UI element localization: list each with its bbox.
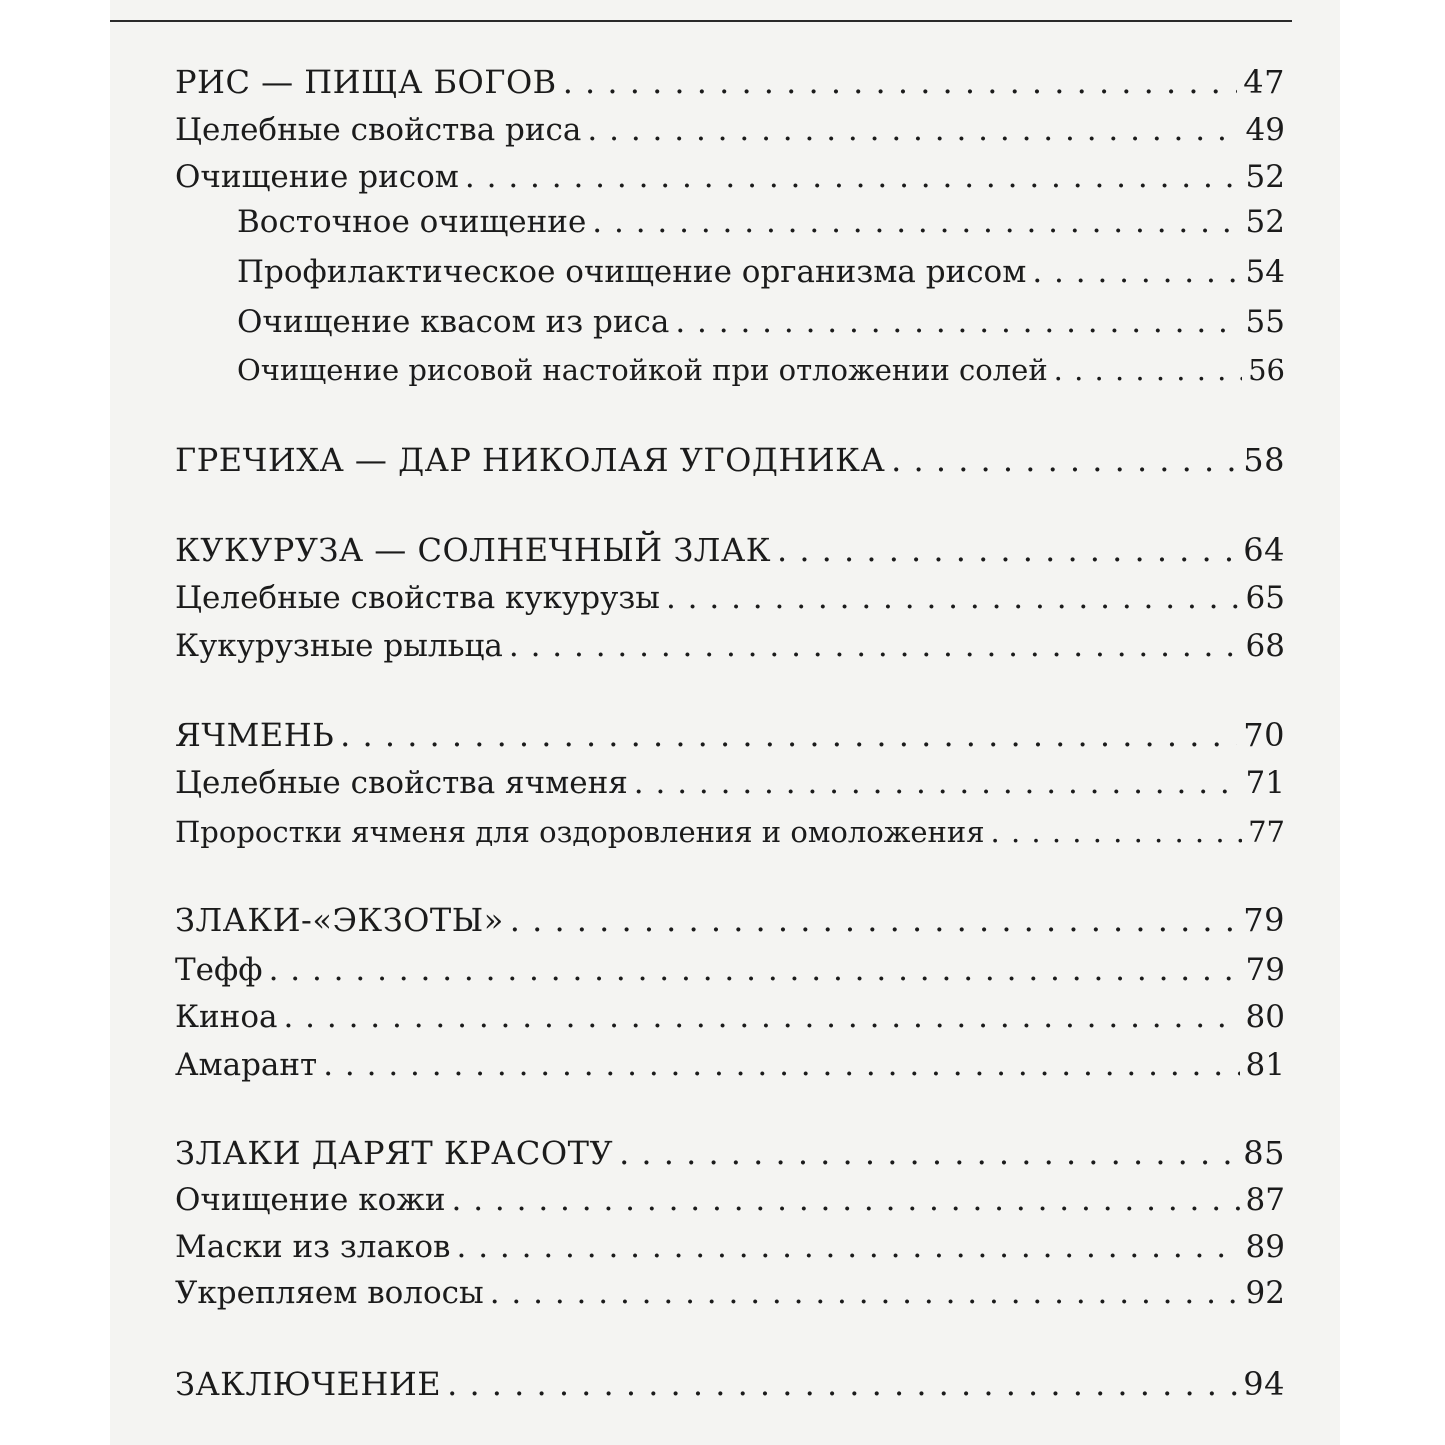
toc-entry-title: ЗЛАКИ ДАРЯТ КРАСОТУ: [175, 1134, 614, 1172]
toc-entry-page: 79: [1245, 952, 1285, 988]
toc-entry: [175, 997, 1285, 1037]
toc-entry: [175, 626, 1285, 666]
dot-leader: [456, 1227, 1239, 1267]
toc-entry: [175, 1133, 1285, 1173]
toc-entry: [175, 1273, 1285, 1313]
dot-leader: [777, 530, 1237, 570]
toc-entry-title: Амарант: [175, 1047, 318, 1083]
dot-leader: [269, 950, 1240, 990]
toc-entry: [175, 900, 1285, 940]
toc-entry-page: 58: [1243, 441, 1285, 479]
toc-entry-page: 71: [1245, 765, 1285, 801]
toc-entry-page: 52: [1245, 159, 1285, 195]
toc-entry-title: Очищение рисом: [175, 159, 459, 195]
dot-leader: [451, 1180, 1239, 1220]
toc-entry-title: Проростки ячменя для оздоровления и омоложения: [175, 815, 985, 849]
toc-entry-title: РИС — ПИЩА БОГОВ: [175, 63, 557, 101]
toc-entry-page: 68: [1245, 628, 1285, 664]
toc-entry: [237, 350, 1285, 390]
toc-entry-title: Очищение квасом из риса: [237, 304, 670, 340]
toc-entry-page: 49: [1245, 112, 1285, 148]
dot-leader: [447, 1364, 1237, 1404]
toc-entry-title: Киноа: [175, 999, 278, 1035]
toc-entry: [175, 812, 1285, 852]
toc-entry-page: 92: [1245, 1275, 1285, 1311]
toc-entry-page: 80: [1245, 999, 1285, 1035]
toc-entry-title: ЗЛАКИ-«ЭКЗОТЫ»: [175, 901, 504, 939]
toc-entry: [175, 578, 1285, 618]
toc-entry: [175, 1045, 1285, 1085]
toc-entry-title: Профилактическое очищение организма рисом: [237, 254, 1027, 290]
toc-entry-page: 47: [1243, 63, 1285, 101]
toc-entry-title: Очищение кожи: [175, 1182, 446, 1218]
toc-entry: [175, 1180, 1285, 1220]
toc-entry-page: 70: [1243, 716, 1285, 754]
toc-entry-page: 79: [1243, 901, 1285, 939]
toc-entry-page: 64: [1243, 531, 1285, 569]
dot-leader: [509, 626, 1240, 666]
toc-entry-page: 56: [1248, 353, 1285, 387]
toc-entry-page: 81: [1245, 1047, 1285, 1083]
toc-entry-title: Маски из злаков: [175, 1229, 451, 1265]
toc-entry-title: ГРЕЧИХА — ДАР НИКОЛАЯ УГОДНИКА: [175, 441, 886, 479]
toc-entry-page: 77: [1248, 815, 1285, 849]
toc-entry-title: Кукурузные рыльца: [175, 628, 503, 664]
toc-entry-page: 54: [1245, 254, 1285, 290]
dot-leader: [587, 110, 1239, 150]
toc-entry-page: 65: [1245, 580, 1285, 616]
dot-leader: [465, 157, 1240, 197]
toc-entry-page: 52: [1245, 204, 1285, 240]
dot-leader: [1032, 252, 1239, 292]
dot-leader: [634, 763, 1240, 803]
toc-entry-page: 94: [1243, 1365, 1285, 1403]
toc-entry-title: КУКУРУЗА — СОЛНЕЧНЫЙ ЗЛАК: [175, 531, 771, 569]
dot-leader: [340, 715, 1237, 755]
dot-leader: [619, 1133, 1237, 1173]
toc-entry: [175, 530, 1285, 570]
table-of-contents: [110, 0, 1340, 1445]
toc-entry: [175, 157, 1285, 197]
dot-leader: [666, 578, 1240, 618]
toc-entry-page: 87: [1245, 1182, 1285, 1218]
dot-leader: [283, 997, 1239, 1037]
toc-entry: [175, 763, 1285, 803]
dot-leader: [592, 202, 1239, 242]
dot-leader: [323, 1045, 1239, 1085]
dot-leader: [563, 62, 1238, 102]
toc-entry-title: Целебные свойства ячменя: [175, 765, 628, 801]
toc-entry: [175, 715, 1285, 755]
toc-entry-title: Целебные свойства кукурузы: [175, 580, 660, 616]
toc-entry: [175, 950, 1285, 990]
toc-entry-title: Очищение рисовой настойкой при отложении солей: [237, 353, 1048, 387]
toc-entry-title: Тефф: [175, 952, 263, 988]
dot-leader: [510, 900, 1238, 940]
toc-entry-page: 89: [1245, 1229, 1285, 1265]
toc-entry: [175, 1227, 1285, 1267]
toc-entry: [175, 62, 1285, 102]
toc-entry-page: 55: [1245, 304, 1285, 340]
dot-leader: [991, 812, 1243, 852]
toc-entry: [175, 440, 1285, 480]
toc-entry: [237, 202, 1285, 242]
toc-entry: [175, 1364, 1285, 1404]
book-page: [110, 0, 1340, 1445]
dot-leader: [1054, 350, 1242, 390]
toc-entry-title: Укрепляем волосы: [175, 1275, 484, 1311]
dot-leader: [891, 440, 1237, 480]
toc-entry: [237, 302, 1285, 342]
dot-leader: [675, 302, 1239, 342]
toc-entry-title: Целебные свойства риса: [175, 112, 582, 148]
toc-entry-title: ЯЧМЕНЬ: [175, 716, 335, 754]
toc-entry-page: 85: [1243, 1134, 1285, 1172]
toc-entry: [237, 252, 1285, 292]
toc-entry: [175, 110, 1285, 150]
toc-entry-title: Восточное очищение: [237, 204, 587, 240]
dot-leader: [490, 1273, 1240, 1313]
toc-entry-title: ЗАКЛЮЧЕНИЕ: [175, 1365, 442, 1403]
